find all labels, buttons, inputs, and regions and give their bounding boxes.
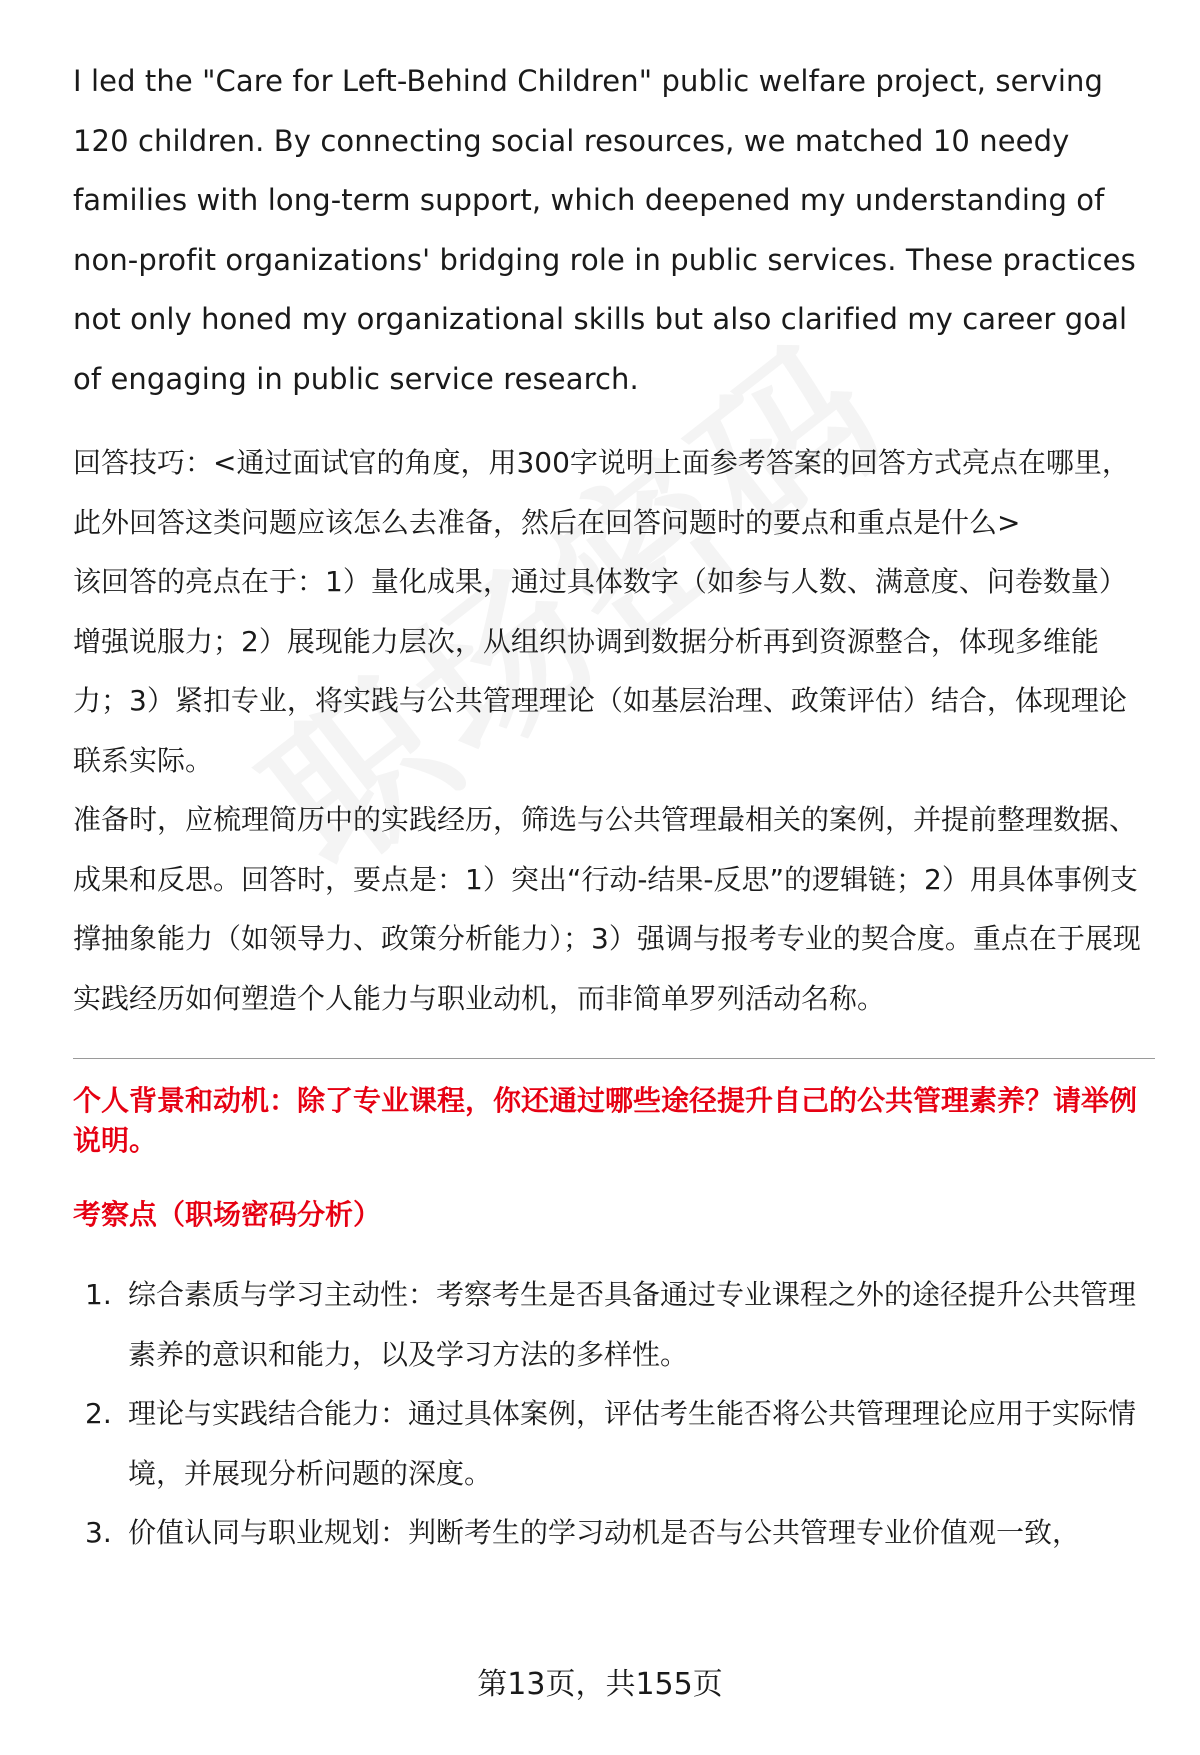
assessment-points-list	[73, 1265, 1153, 1563]
question-heading: 个人背景和动机：除了专业课程，你还通过哪些途径提升自己的公共管理素养？请举例说明。	[73, 1084, 1138, 1157]
list-item	[73, 1265, 1153, 1384]
list-item-number: 3.	[85, 1516, 112, 1549]
list-item-text: 综合素质与学习主动性：考察考生是否具备通过专业课程之外的途径提升公共管理素养的意识和能力，以及学习方法的多样性。	[128, 1278, 1137, 1371]
section-title: 考察点（职场密码分析）	[73, 1198, 382, 1231]
tips-highlights: 该回答的亮点在于：1）量化成果，通过具体数字（如参与人数、满意度、问卷数量）增强说服力；2）展现能力层次，从组织协调到数据分析再到资源整合，体现多维能力；3）紧扣专业，将实践与公共管理理论（如基层治理、政策评估）结合，体现理论联系实际。	[73, 565, 1127, 777]
tips-preparation: 准备时，应梳理简历中的实践经历，筛选与公共管理最相关的案例，并提前整理数据、成果和反思。回答时，要点是：1）突出“行动-结果-反思”的逻辑链；2）用具体事例支撑抽象能力（如领导力、政策分析能力）；3）强调与报考专业的契合度。重点在于展现实践经历如何塑造个人能力与职业动机，而非简单罗列活动名称。	[73, 803, 1141, 1015]
document-page	[73, 52, 1153, 1563]
list-item-text: 理论与实践结合能力：通过具体案例，评估考生能否将公共管理理论应用于实际情境，并展现分析问题的深度。	[128, 1397, 1137, 1490]
list-item-number: 2.	[85, 1397, 112, 1430]
list-item-text: 价值认同与职业规划：判断考生的学习动机是否与公共管理专业价值观一致，	[128, 1516, 1081, 1549]
list-item	[73, 1503, 1153, 1563]
page-number-footer: 第13页，共155页	[477, 1667, 723, 1702]
list-item-number: 1.	[85, 1278, 112, 1311]
list-item	[73, 1384, 1153, 1503]
section-divider	[73, 1058, 1155, 1059]
intro-paragraph: I led the "Care for Left-Behind Children" public welfare project, serving 120 children. By connecting social resources, we matched 10 needy families with long-term support, which deepened my understanding of non-profit organizations' bridging role in public services. These practices not only honed my organizational skills but also clarified my career goal of engaging in public service research.	[73, 64, 1136, 396]
answer-tips-block	[73, 433, 1153, 1028]
tips-prompt: 回答技巧：<通过面试官的角度，用300字说明上面参考答案的回答方式亮点在哪里，此外回答这类问题应该怎么去准备，然后在回答问题时的要点和重点是什么>	[73, 446, 1130, 539]
